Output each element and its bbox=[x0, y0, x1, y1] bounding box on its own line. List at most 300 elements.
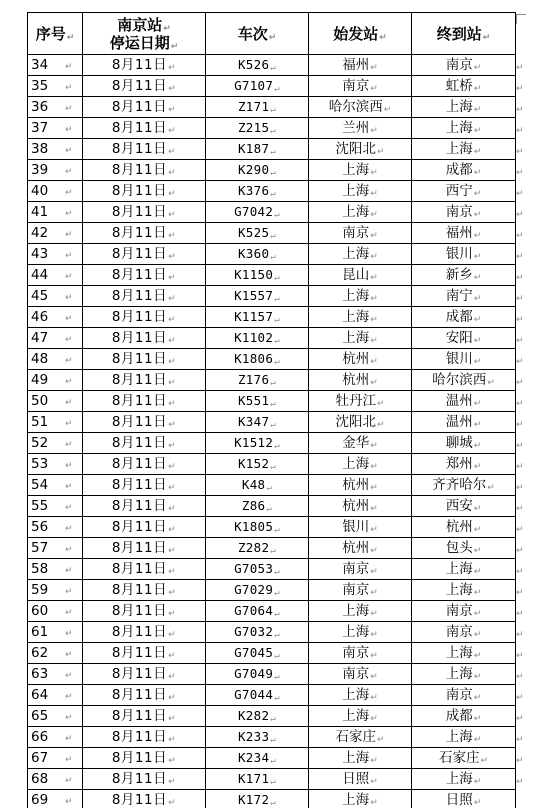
cell-from-text: 上海 bbox=[342, 708, 370, 724]
paragraph-mark-icon: ↵ bbox=[370, 126, 378, 136]
table-row bbox=[28, 286, 516, 307]
paragraph-mark-icon: ↵ bbox=[270, 546, 277, 556]
paragraph-mark-icon: ↵ bbox=[473, 546, 482, 556]
cell-train bbox=[206, 433, 309, 454]
paragraph-mark-icon: ↵ bbox=[370, 210, 378, 220]
cell-from bbox=[309, 559, 412, 580]
cell-train-text: G7053 bbox=[234, 561, 274, 576]
cell-index-text: 68 bbox=[31, 771, 49, 787]
paragraph-mark-icon: ↵ bbox=[473, 672, 482, 682]
paragraph-mark-icon: ↵ bbox=[473, 357, 482, 367]
row-end-mark-icon: ↵ bbox=[516, 587, 524, 598]
cell-from-text: 杭州 bbox=[342, 351, 370, 367]
table-row bbox=[28, 643, 516, 664]
row-end-mark-icon: ↵ bbox=[516, 83, 524, 94]
paragraph-mark-icon: ↵ bbox=[168, 714, 177, 724]
cell-to bbox=[412, 307, 516, 328]
cell-to bbox=[412, 412, 516, 433]
table-row bbox=[28, 97, 516, 118]
cell-stop-date-text: 8月11日 bbox=[111, 372, 168, 388]
cell-to-text: 石家庄 bbox=[438, 750, 480, 766]
paragraph-mark-icon: ↵ bbox=[270, 399, 277, 409]
cell-index bbox=[28, 97, 83, 118]
row-end-mark-icon: ↵ bbox=[516, 209, 524, 220]
cell-to-text: 福州 bbox=[445, 225, 473, 241]
cell-index bbox=[28, 202, 83, 223]
paragraph-mark-icon: ↵ bbox=[163, 23, 171, 34]
cell-stop-date-text: 8月11日 bbox=[111, 330, 168, 346]
paragraph-mark-icon: ↵ bbox=[168, 525, 177, 535]
table-row bbox=[28, 223, 516, 244]
cell-train-text: K347 bbox=[237, 414, 270, 429]
paragraph-mark-icon: ↵ bbox=[65, 566, 73, 576]
paragraph-mark-icon: ↵ bbox=[473, 126, 482, 136]
paragraph-mark-icon: ↵ bbox=[270, 420, 277, 430]
paragraph-mark-icon: ↵ bbox=[370, 63, 378, 73]
cell-to-text: 齐齐哈尔 bbox=[432, 477, 487, 493]
cell-from bbox=[309, 517, 412, 538]
cell-train-text: G7107 bbox=[234, 78, 274, 93]
cell-train-text: K152 bbox=[237, 456, 270, 471]
paragraph-mark-icon: ↵ bbox=[65, 125, 73, 135]
paragraph-mark-icon: ↵ bbox=[370, 378, 378, 388]
cell-stop-date bbox=[83, 286, 206, 307]
paragraph-mark-icon: ↵ bbox=[168, 504, 177, 514]
cell-to-text: 上海 bbox=[445, 561, 473, 577]
cell-from-text: 哈尔滨西 bbox=[328, 99, 383, 115]
paragraph-mark-icon: ↵ bbox=[168, 672, 177, 682]
row-end-mark-icon: ↵ bbox=[516, 167, 524, 178]
row-end-mark-icon: ↵ bbox=[516, 188, 524, 199]
paragraph-mark-icon: ↵ bbox=[65, 146, 73, 156]
cell-to-text: 南宁 bbox=[445, 288, 473, 304]
cell-train-text: G7042 bbox=[234, 204, 274, 219]
row-end-mark-icon: ↵ bbox=[516, 293, 524, 304]
cell-train bbox=[206, 622, 309, 643]
cell-from-text: 上海 bbox=[342, 309, 370, 325]
cell-train bbox=[206, 349, 309, 370]
paragraph-mark-icon: ↵ bbox=[473, 63, 482, 73]
cell-stop-date-text: 8月11日 bbox=[111, 708, 168, 724]
row-end-mark-icon: ↵ bbox=[516, 461, 524, 472]
cell-from bbox=[309, 265, 412, 286]
cell-index bbox=[28, 664, 83, 685]
table-row bbox=[28, 622, 516, 643]
paragraph-mark-icon: ↵ bbox=[370, 462, 378, 472]
cell-to bbox=[412, 265, 516, 286]
paragraph-mark-icon: ↵ bbox=[473, 693, 482, 703]
cell-train-text: G7064 bbox=[234, 603, 274, 618]
paragraph-mark-icon: ↵ bbox=[168, 210, 177, 220]
cell-train-text: K172 bbox=[237, 792, 270, 807]
paragraph-mark-icon: ↵ bbox=[473, 231, 482, 241]
table-row bbox=[28, 412, 516, 433]
row-end-mark-icon: ↵ bbox=[516, 713, 524, 724]
cell-from bbox=[309, 706, 412, 727]
paragraph-mark-icon: ↵ bbox=[473, 525, 482, 535]
cell-index bbox=[28, 538, 83, 559]
paragraph-mark-icon: ↵ bbox=[473, 210, 482, 220]
cell-train-text: K1805 bbox=[234, 519, 274, 534]
cell-stop-date bbox=[83, 265, 206, 286]
cell-from-text: 南京 bbox=[342, 78, 370, 94]
table-row bbox=[28, 727, 516, 748]
table-row bbox=[28, 475, 516, 496]
paragraph-mark-icon: ↵ bbox=[274, 567, 280, 577]
cell-from bbox=[309, 622, 412, 643]
table-row bbox=[28, 328, 516, 349]
cell-index bbox=[28, 643, 83, 664]
paragraph-mark-icon: ↵ bbox=[376, 399, 385, 409]
paragraph-mark-icon: ↵ bbox=[270, 378, 277, 388]
cell-index bbox=[28, 370, 83, 391]
paragraph-mark-icon: ↵ bbox=[168, 777, 177, 787]
table-row bbox=[28, 496, 516, 517]
cell-train-text: K234 bbox=[237, 750, 270, 765]
cell-train-text: K1806 bbox=[234, 351, 274, 366]
cell-index-text: 67 bbox=[31, 750, 49, 766]
paragraph-mark-icon: ↵ bbox=[65, 608, 73, 618]
paragraph-mark-icon: ↵ bbox=[274, 651, 280, 661]
cell-from bbox=[309, 160, 412, 181]
cell-from-text: 南京 bbox=[342, 582, 370, 598]
row-end-mark-icon: ↵ bbox=[516, 440, 524, 451]
cell-train bbox=[206, 307, 309, 328]
paragraph-mark-icon: ↵ bbox=[482, 32, 491, 43]
cell-from bbox=[309, 580, 412, 601]
cell-train-text: G7032 bbox=[234, 624, 274, 639]
paragraph-mark-icon: ↵ bbox=[274, 441, 280, 451]
header-train: 车次↵ bbox=[206, 13, 309, 55]
cell-train-text: K376 bbox=[237, 183, 270, 198]
row-end-mark-icon: ↵ bbox=[516, 272, 524, 283]
cell-stop-date-text: 8月11日 bbox=[111, 729, 168, 745]
cell-to bbox=[412, 748, 516, 769]
paragraph-mark-icon: ↵ bbox=[270, 462, 277, 472]
cell-to bbox=[412, 727, 516, 748]
cell-train bbox=[206, 475, 309, 496]
cell-from bbox=[309, 664, 412, 685]
cell-stop-date-text: 8月11日 bbox=[111, 57, 168, 73]
table-row bbox=[28, 160, 516, 181]
cell-from-text: 南京 bbox=[342, 561, 370, 577]
paragraph-mark-icon: ↵ bbox=[370, 546, 378, 556]
cell-index bbox=[28, 55, 83, 76]
cell-stop-date-text: 8月11日 bbox=[111, 141, 168, 157]
paragraph-mark-icon: ↵ bbox=[274, 525, 280, 535]
cell-stop-date bbox=[83, 454, 206, 475]
cell-stop-date bbox=[83, 139, 206, 160]
paragraph-mark-icon: ↵ bbox=[168, 126, 177, 136]
header-row bbox=[28, 13, 516, 55]
cell-stop-date bbox=[83, 580, 206, 601]
table-row bbox=[28, 706, 516, 727]
cell-from-text: 昆山 bbox=[342, 267, 370, 283]
row-end-mark-icon: ↵ bbox=[516, 629, 524, 640]
paragraph-mark-icon: ↵ bbox=[168, 462, 177, 472]
paragraph-mark-icon: ↵ bbox=[270, 105, 277, 115]
paragraph-mark-icon: ↵ bbox=[168, 63, 177, 73]
paragraph-mark-icon: ↵ bbox=[473, 294, 482, 304]
cell-to-text: 聊城 bbox=[445, 435, 473, 451]
cell-stop-date-text: 8月11日 bbox=[111, 666, 168, 682]
cell-from-text: 金华 bbox=[342, 435, 370, 451]
cell-stop-date-text: 8月11日 bbox=[111, 750, 168, 766]
cell-index-text: 57 bbox=[31, 540, 49, 556]
cell-train-text: Z215 bbox=[237, 120, 270, 135]
cell-to-text: 上海 bbox=[445, 645, 473, 661]
cell-train-text: G7049 bbox=[234, 666, 274, 681]
paragraph-mark-icon: ↵ bbox=[370, 231, 378, 241]
cell-train bbox=[206, 76, 309, 97]
cell-train-text: K1157 bbox=[234, 309, 274, 324]
cell-train-text: G7045 bbox=[234, 645, 274, 660]
table-body bbox=[28, 55, 516, 808]
paragraph-mark-icon: ↵ bbox=[370, 189, 378, 199]
cell-index-text: 50 bbox=[31, 393, 49, 409]
cell-stop-date-text: 8月11日 bbox=[111, 204, 168, 220]
row-end-mark-icon: ↵ bbox=[516, 419, 524, 430]
cell-index-text: 42 bbox=[31, 225, 49, 241]
cell-stop-date-text: 8月11日 bbox=[111, 393, 168, 409]
cell-train bbox=[206, 223, 309, 244]
paragraph-mark-icon: ↵ bbox=[370, 588, 378, 598]
paragraph-mark-icon: ↵ bbox=[65, 776, 73, 786]
cell-from bbox=[309, 97, 412, 118]
paragraph-mark-icon: ↵ bbox=[370, 651, 378, 661]
cell-stop-date bbox=[83, 559, 206, 580]
cell-index bbox=[28, 307, 83, 328]
cell-stop-date bbox=[83, 664, 206, 685]
cell-stop-date bbox=[83, 706, 206, 727]
table-row bbox=[28, 118, 516, 139]
paragraph-mark-icon: ↵ bbox=[168, 357, 177, 367]
cell-index-text: 48 bbox=[31, 351, 49, 367]
paragraph-mark-icon: ↵ bbox=[379, 32, 387, 43]
cell-to-text: 南京 bbox=[445, 204, 473, 220]
cell-index-text: 45 bbox=[31, 288, 49, 304]
cell-train-text: G7044 bbox=[234, 687, 274, 702]
paragraph-mark-icon: ↵ bbox=[168, 273, 177, 283]
cell-index-text: 46 bbox=[31, 309, 49, 325]
table-row bbox=[28, 664, 516, 685]
cell-stop-date bbox=[83, 202, 206, 223]
cell-to-text: 温州 bbox=[445, 393, 473, 409]
paragraph-mark-icon: ↵ bbox=[65, 167, 73, 177]
cell-to-text: 南京 bbox=[445, 57, 473, 73]
cell-train bbox=[206, 727, 309, 748]
cell-from-text: 福州 bbox=[342, 57, 370, 73]
cell-stop-date bbox=[83, 643, 206, 664]
cell-index bbox=[28, 433, 83, 454]
cell-stop-date bbox=[83, 622, 206, 643]
cell-stop-date bbox=[83, 223, 206, 244]
cell-from bbox=[309, 202, 412, 223]
cell-from bbox=[309, 643, 412, 664]
cell-train bbox=[206, 559, 309, 580]
cell-train bbox=[206, 601, 309, 622]
cell-to bbox=[412, 496, 516, 517]
cell-stop-date bbox=[83, 328, 206, 349]
paragraph-mark-icon: ↵ bbox=[65, 629, 73, 639]
paragraph-mark-icon: ↵ bbox=[274, 210, 280, 220]
row-end-mark-icon: ↵ bbox=[516, 671, 524, 682]
cell-from bbox=[309, 223, 412, 244]
cell-stop-date-text: 8月11日 bbox=[111, 309, 168, 325]
cell-from-text: 银川 bbox=[342, 519, 370, 535]
table-row bbox=[28, 307, 516, 328]
cell-index-text: 66 bbox=[31, 729, 49, 745]
paragraph-mark-icon: ↵ bbox=[65, 734, 73, 744]
paragraph-mark-icon: ↵ bbox=[170, 41, 179, 52]
cell-stop-date bbox=[83, 790, 206, 808]
table-row bbox=[28, 559, 516, 580]
paragraph-mark-icon: ↵ bbox=[370, 168, 378, 178]
cell-train-text: K187 bbox=[237, 141, 270, 156]
paragraph-mark-icon: ↵ bbox=[65, 293, 73, 303]
paragraph-mark-icon: ↵ bbox=[266, 504, 273, 514]
cell-from bbox=[309, 790, 412, 808]
paragraph-mark-icon: ↵ bbox=[370, 525, 378, 535]
paragraph-mark-icon: ↵ bbox=[376, 147, 385, 157]
cell-to bbox=[412, 790, 516, 808]
cell-from-text: 上海 bbox=[342, 162, 370, 178]
cell-index-text: 51 bbox=[31, 414, 49, 430]
cell-train-text: K526 bbox=[237, 57, 270, 72]
paragraph-mark-icon: ↵ bbox=[473, 336, 482, 346]
cell-to bbox=[412, 244, 516, 265]
cell-from-text: 上海 bbox=[342, 246, 370, 262]
cell-train bbox=[206, 55, 309, 76]
cell-from bbox=[309, 349, 412, 370]
paragraph-mark-icon: ↵ bbox=[370, 777, 378, 787]
cell-from-text: 沈阳北 bbox=[335, 141, 376, 157]
cell-stop-date-text: 8月11日 bbox=[111, 771, 168, 787]
cell-stop-date-text: 8月11日 bbox=[111, 498, 168, 514]
cell-index bbox=[28, 328, 83, 349]
paragraph-mark-icon: ↵ bbox=[65, 419, 73, 429]
paragraph-mark-icon: ↵ bbox=[168, 609, 177, 619]
cell-train bbox=[206, 328, 309, 349]
cell-from-text: 杭州 bbox=[342, 540, 370, 556]
cell-train bbox=[206, 790, 309, 808]
cell-from bbox=[309, 433, 412, 454]
cell-to bbox=[412, 202, 516, 223]
cell-stop-date-text: 8月11日 bbox=[111, 162, 168, 178]
paragraph-mark-icon: ↵ bbox=[370, 315, 378, 325]
cell-stop-date-text: 8月11日 bbox=[111, 225, 168, 241]
cell-stop-date-text: 8月11日 bbox=[111, 792, 168, 808]
paragraph-mark-icon: ↵ bbox=[168, 693, 177, 703]
cell-stop-date-text: 8月11日 bbox=[111, 561, 168, 577]
cell-train-text: K1102 bbox=[234, 330, 274, 345]
cell-stop-date-text: 8月11日 bbox=[111, 519, 168, 535]
cell-from bbox=[309, 454, 412, 475]
cell-stop-date bbox=[83, 748, 206, 769]
cell-stop-date bbox=[83, 391, 206, 412]
paragraph-mark-icon: ↵ bbox=[274, 672, 280, 682]
row-end-mark-icon: ↵ bbox=[516, 650, 524, 661]
cell-train bbox=[206, 769, 309, 790]
paragraph-mark-icon: ↵ bbox=[473, 105, 482, 115]
cell-train bbox=[206, 181, 309, 202]
cell-to-text: 南京 bbox=[445, 624, 473, 640]
cell-to bbox=[412, 601, 516, 622]
cell-to-text: 西宁 bbox=[445, 183, 473, 199]
cell-from-text: 杭州 bbox=[342, 477, 370, 493]
cell-from bbox=[309, 181, 412, 202]
paragraph-mark-icon: ↵ bbox=[473, 777, 482, 787]
cell-index bbox=[28, 349, 83, 370]
cell-from-text: 南京 bbox=[342, 645, 370, 661]
cell-index bbox=[28, 454, 83, 475]
cell-index bbox=[28, 685, 83, 706]
cell-to bbox=[412, 706, 516, 727]
paragraph-mark-icon: ↵ bbox=[473, 147, 482, 157]
cell-stop-date bbox=[83, 412, 206, 433]
paragraph-mark-icon: ↵ bbox=[274, 630, 280, 640]
row-end-mark-icon: ↵ bbox=[516, 62, 524, 73]
cell-to bbox=[412, 475, 516, 496]
cell-to-text: 成都 bbox=[445, 708, 473, 724]
cell-index bbox=[28, 76, 83, 97]
cell-from-text: 上海 bbox=[342, 687, 370, 703]
cell-to bbox=[412, 769, 516, 790]
paragraph-mark-icon: ↵ bbox=[268, 32, 277, 43]
row-end-mark-icon: ↵ bbox=[516, 356, 524, 367]
table-row bbox=[28, 433, 516, 454]
cell-stop-date-text: 8月11日 bbox=[111, 603, 168, 619]
cell-train bbox=[206, 160, 309, 181]
paragraph-mark-icon: ↵ bbox=[65, 650, 73, 660]
cell-index-text: 65 bbox=[31, 708, 49, 724]
table-row bbox=[28, 580, 516, 601]
paragraph-mark-icon: ↵ bbox=[370, 84, 378, 94]
cell-stop-date bbox=[83, 55, 206, 76]
paragraph-mark-icon: ↵ bbox=[65, 461, 73, 471]
cell-train bbox=[206, 580, 309, 601]
cell-index bbox=[28, 517, 83, 538]
paragraph-mark-icon: ↵ bbox=[168, 315, 177, 325]
cell-from bbox=[309, 475, 412, 496]
paragraph-mark-icon: ↵ bbox=[370, 336, 378, 346]
paragraph-mark-icon: ↵ bbox=[65, 83, 73, 93]
row-end-mark-icon: ↵ bbox=[516, 251, 524, 262]
row-end-mark-icon: ↵ bbox=[516, 146, 524, 157]
cell-to bbox=[412, 685, 516, 706]
row-end-mark-icon: ↵ bbox=[516, 566, 524, 577]
row-end-mark-icon: ↵ bbox=[516, 125, 524, 136]
row-end-mark-icon: ↵ bbox=[516, 734, 524, 745]
cell-train-text: Z171 bbox=[237, 99, 270, 114]
cell-index-text: 60 bbox=[31, 603, 49, 619]
cell-train-text: K360 bbox=[237, 246, 270, 261]
cell-index-text: 49 bbox=[31, 372, 49, 388]
cell-from bbox=[309, 55, 412, 76]
cell-stop-date-text: 8月11日 bbox=[111, 456, 168, 472]
table-row bbox=[28, 76, 516, 97]
cell-to-text: 银川 bbox=[445, 246, 473, 262]
cell-index bbox=[28, 181, 83, 202]
table-row bbox=[28, 55, 516, 76]
table-row bbox=[28, 601, 516, 622]
cell-from-text: 上海 bbox=[342, 330, 370, 346]
paragraph-mark-icon: ↵ bbox=[473, 462, 482, 472]
paragraph-mark-icon: ↵ bbox=[168, 798, 177, 808]
cell-index-text: 39 bbox=[31, 162, 49, 178]
row-end-mark-icon: ↵ bbox=[516, 377, 524, 388]
paragraph-mark-icon: ↵ bbox=[473, 714, 482, 724]
